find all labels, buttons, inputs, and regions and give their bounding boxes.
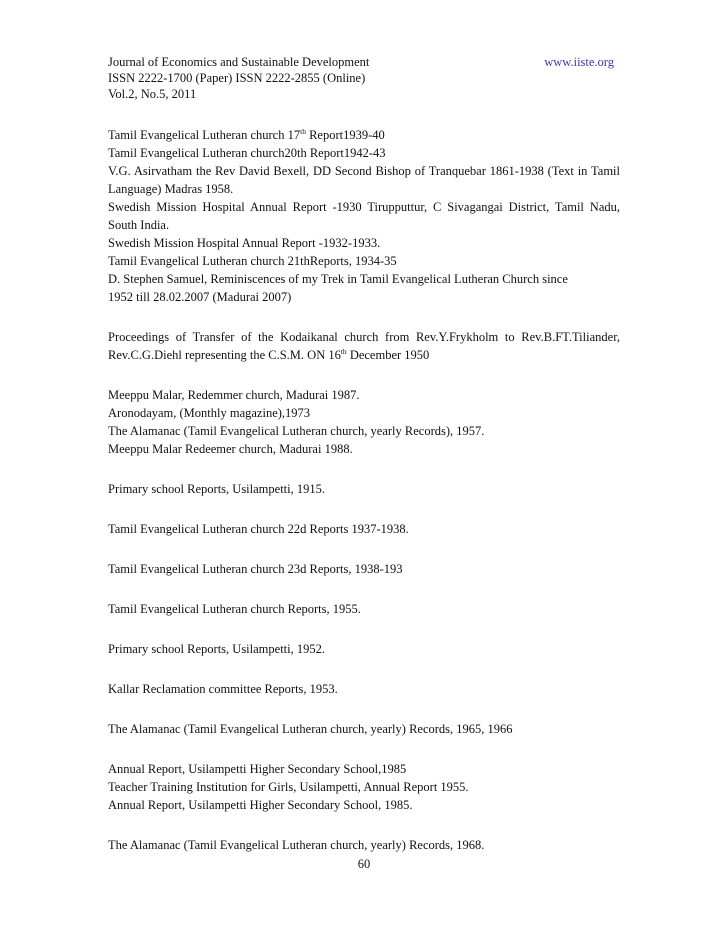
reference-entry: The Alamanac (Tamil Evangelical Lutheran church, yearly Records), 1957. [108,424,485,438]
reference-entry: The Alamanac (Tamil Evangelical Lutheran church, yearly) Records, 1965, 1966 [108,722,513,736]
journal-url-link[interactable]: www.iiste.org [544,55,614,69]
journal-volume: Vol.2, No.5, 2011 [108,87,197,101]
reference-entry: Annual Report, Usilampetti Higher Secondary School, 1985. [108,798,413,812]
reference-entry: D. Stephen Samuel, Reminiscences of my Trek in Tamil Evangelical Lutheran Church since 1952 till 28.02.2007 (Madurai 2007) [108,272,568,304]
reference-entry: Tamil Evangelical Lutheran church20th Report1942-43 [108,146,386,160]
reference-entry: Teacher Training Institution for Girls, Usilampetti, Annual Report 1955. [108,780,469,794]
reference-entry: Tamil Evangelical Lutheran church 17th Report1939-40 [108,126,385,142]
reference-entry: Swedish Mission Hospital Annual Report -1930 Tirupputtur, C Sivagangai District, Tamil Nadu, South India. [108,200,620,232]
reference-entry: Tamil Evangelical Lutheran church 21thReports, 1934-35 [108,254,397,268]
reference-entry: The Alamanac (Tamil Evangelical Lutheran church, yearly) Records, 1968. [108,838,485,852]
reference-entry: Kallar Reclamation committee Reports, 1953. [108,682,338,696]
reference-entry: Annual Report, Usilampetti Higher Secondary School,1985 [108,762,407,776]
reference-entry: Meeppu Malar Redeemer church, Madurai 1988. [108,442,353,456]
reference-entry: V.G. Asirvatham the Rev David Bexell, DD Second Bishop of Tranquebar 1861-1938 (Text in Tamil Language) Madras 1958. [108,164,620,196]
reference-entry: Tamil Evangelical Lutheran church 23d Reports, 1938-193 [108,562,403,576]
journal-title: Journal of Economics and Sustainable Development [108,55,370,69]
reference-entry: Swedish Mission Hospital Annual Report -1932-1933. [108,236,381,250]
reference-entry: Primary school Reports, Usilampetti, 1952. [108,642,325,656]
reference-entry: Primary school Reports, Usilampetti, 1915. [108,482,325,496]
reference-entry: Tamil Evangelical Lutheran church 22d Reports 1937-1938. [108,522,409,536]
reference-entry: Tamil Evangelical Lutheran church Reports, 1955. [108,602,361,616]
page-number: 60 [357,857,371,871]
reference-entry: Meeppu Malar, Redemmer church, Madurai 1987. [108,388,360,402]
reference-list [108,126,620,854]
reference-entry: Proceedings of Transfer of the Kodaikanal church from Rev.Y.Frykholm to Rev.B.FT.Tiliander, Rev.C.G.Diehl representing the C.S.M. ON 16th December 1950 [108,330,620,362]
reference-entry: Aronodayam, (Monthly magazine),1973 [108,406,311,420]
page-header [108,54,620,102]
journal-issn: ISSN 2222-1700 (Paper) ISSN 2222-2855 (Online) [108,71,366,85]
